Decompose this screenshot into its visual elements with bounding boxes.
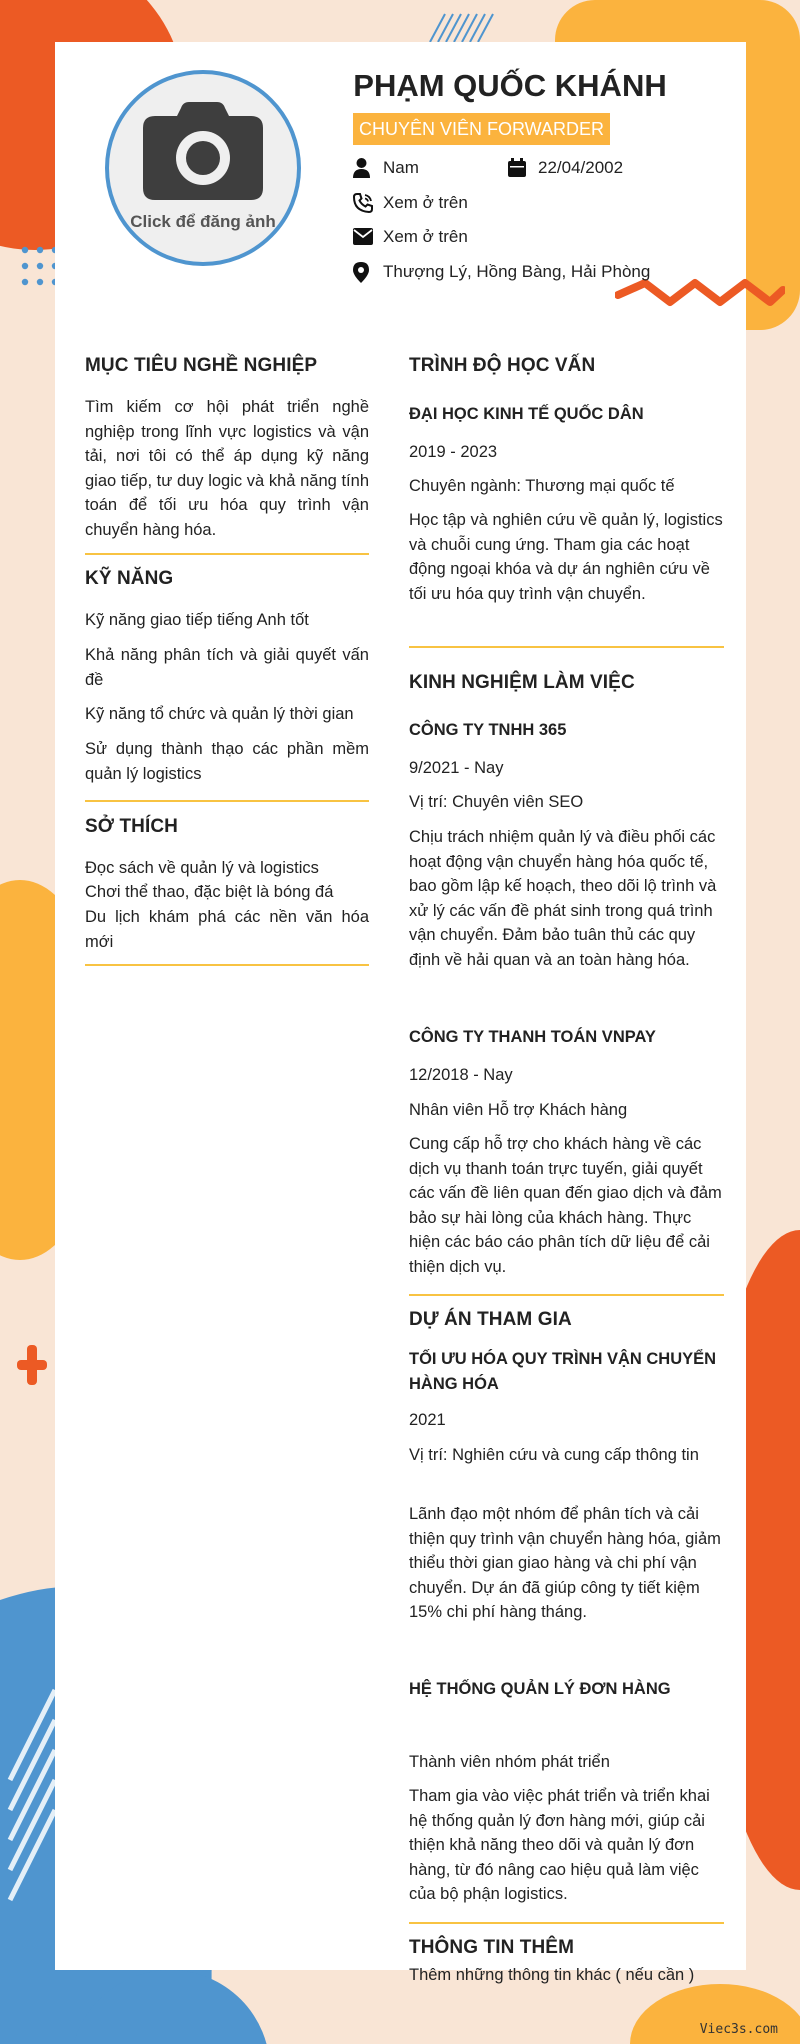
education-heading: TRÌNH ĐỘ HỌC VẤN bbox=[409, 355, 596, 376]
email-value: Xem ở trên bbox=[383, 227, 468, 246]
divider bbox=[85, 800, 369, 802]
hobby-item: Đọc sách về quản lý và logistics bbox=[85, 859, 319, 877]
school-name: ĐẠI HỌC KINH TẾ QUỐC DÂN bbox=[409, 405, 644, 423]
project-name: HỆ THỐNG QUẢN LÝ ĐƠN HÀNG bbox=[409, 1680, 671, 1698]
education-major: Chuyên ngành: Thương mại quốc tế bbox=[409, 477, 675, 495]
extra-info-text: Thêm những thông tin khác ( nếu cần ) bbox=[409, 1966, 695, 1984]
phone-value: Xem ở trên bbox=[383, 193, 468, 212]
skill-item: Kỹ năng giao tiếp tiếng Anh tốt bbox=[85, 611, 309, 629]
hobby-item: Du lịch khám phá các nền văn hóa mới bbox=[85, 908, 369, 951]
skill-item: Khả năng phân tích và giải quyết vấn đề bbox=[85, 646, 369, 689]
skills-heading: KỸ NĂNG bbox=[85, 568, 174, 589]
address-value: Thượng Lý, Hồng Bàng, Hải Phòng bbox=[383, 262, 651, 281]
calendar-icon bbox=[508, 158, 526, 177]
gender-value: Nam bbox=[383, 158, 419, 177]
watermark-footer: Viec3s.com bbox=[699, 2022, 778, 2037]
project-role: Vị trí: Nghiên cứu và cung cấp thông tin bbox=[409, 1446, 699, 1464]
experience-heading: KINH NGHIỆM LÀM VIỆC bbox=[409, 672, 635, 693]
project-description: Tham gia vào việc phát triển và triển khai hệ thống quản lý đơn hàng mới, giúp cải thiện khả năng theo dõi và quản lý đơn hàng, từ đó nâng cao hiệu quả làm việc của bộ phận logistics. bbox=[409, 1787, 710, 1903]
divider bbox=[85, 553, 369, 555]
job-title-badge: CHUYÊN VIÊN FORWARDER bbox=[353, 113, 610, 145]
objective-text: Tìm kiếm cơ hội phát triển nghề nghiệp trong lĩnh vực logistics và vận tải, nơi tôi có thể áp dụng kỹ năng giao tiếp, tư duy logic và khả năng tính toán để tối ưu hóa quy trình vận chuyển hàng hóa. bbox=[85, 398, 369, 539]
hobby-item: Chơi thể thao, đặc biệt là bóng đá bbox=[85, 883, 334, 901]
envelope-icon bbox=[353, 228, 373, 245]
project-name: TỐI ƯU HÓA QUY TRÌNH VẬN CHUYỂN HÀNG HÓA bbox=[409, 1350, 717, 1393]
divider bbox=[409, 1922, 724, 1924]
avatar-caption: Click để đăng ảnh bbox=[130, 212, 276, 231]
divider bbox=[409, 1294, 724, 1296]
project-description: Lãnh đạo một nhóm để phân tích và cải thiện quy trình vận chuyển hàng hóa, giảm thiểu thời gian giao hàng và chi phí vận chuyển. Dự án đã giúp công ty tiết kiệm 15% chi phí hàng tháng. bbox=[409, 1505, 721, 1621]
skill-item: Sử dụng thành thạo các phần mềm quản lý logistics bbox=[85, 740, 369, 783]
projects-heading: DỰ ÁN THAM GIA bbox=[409, 1309, 572, 1330]
job-company: CÔNG TY TNHH 365 bbox=[409, 721, 567, 739]
phone-icon bbox=[353, 193, 373, 213]
job-period: 12/2018 - Nay bbox=[409, 1066, 513, 1084]
project-year: 2021 bbox=[409, 1411, 446, 1429]
objective-heading: MỤC TIÊU NGHỀ NGHIỆP bbox=[85, 355, 318, 376]
job-position: Vị trí: Chuyên viên SEO bbox=[409, 793, 584, 811]
location-pin-icon bbox=[353, 262, 369, 283]
camera-icon bbox=[143, 102, 263, 200]
candidate-name: PHẠM QUỐC KHÁNH bbox=[353, 68, 667, 103]
user-icon bbox=[353, 158, 370, 178]
hobbies-heading: SỞ THÍCH bbox=[85, 816, 179, 837]
education-description: Học tập và nghiên cứu về quản lý, logistics và chuỗi cung ứng. Tham gia các hoạt động ngoại khóa và dự án nghiên cứu về tối ưu hóa quy trình vận chuyển. bbox=[409, 511, 723, 603]
job-company: CÔNG TY THANH TOÁN VNPAY bbox=[409, 1028, 656, 1046]
extra-info-heading: THÔNG TIN THÊM bbox=[409, 1937, 574, 1958]
skill-item: Kỹ năng tổ chức và quản lý thời gian bbox=[85, 705, 354, 723]
job-period: 9/2021 - Nay bbox=[409, 759, 504, 777]
divider bbox=[409, 646, 724, 648]
project-role: Thành viên nhóm phát triển bbox=[409, 1753, 610, 1771]
education-period: 2019 - 2023 bbox=[409, 443, 498, 461]
avatar[interactable] bbox=[105, 70, 301, 266]
job-description: Cung cấp hỗ trợ cho khách hàng về các dịch vụ thanh toán trực tuyến, giải quyết các vấn đề liên quan đến giao dịch và đảm bảo sự hài lòng của khách hàng. Thực hiện các báo cáo phân tích dữ liệu để cải thiện dịch vụ. bbox=[409, 1135, 722, 1276]
divider bbox=[85, 964, 369, 966]
job-description: Chịu trách nhiệm quản lý và điều phối các hoạt động vận chuyển hàng hóa quốc tế, bao gồm lập kế hoạch, theo dõi lộ trình và xử lý các vấn đề phát sinh trong quá trình vận chuyển. Đảm bảo tuân thủ các quy định về hải quan và an toàn hàng hóa. bbox=[409, 828, 717, 969]
birthday-value: 22/04/2002 bbox=[538, 158, 624, 177]
job-position: Nhân viên Hỗ trợ Khách hàng bbox=[409, 1101, 628, 1119]
